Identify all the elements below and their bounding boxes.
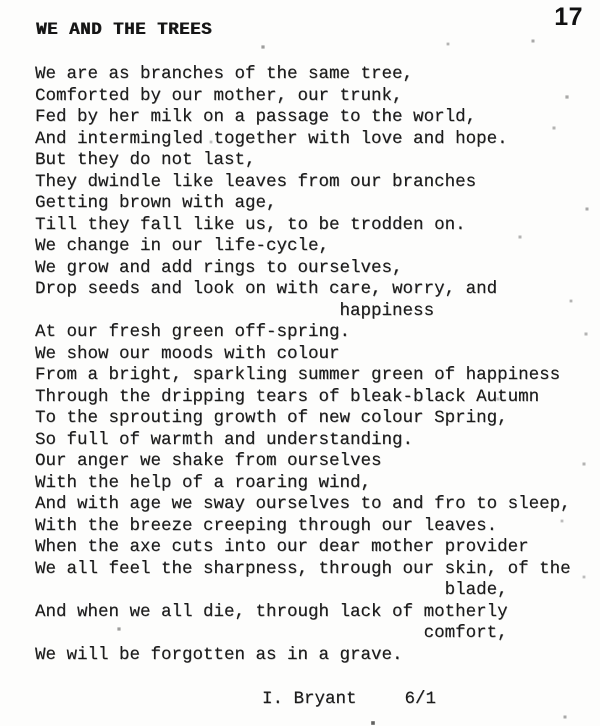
poem-line: Our anger we shake from ourselves (35, 451, 382, 471)
poem-code: 6/1 (404, 689, 437, 709)
poem-line: So full of warmth and understanding. (35, 429, 414, 450)
poem-line: We all feel the sharpness, through our skin, of the (35, 558, 571, 579)
poem-line: When the axe cuts into our dear mother provider (35, 537, 529, 557)
poem-line: At our fresh green off-spring. (35, 322, 351, 342)
poem-line: happiness (35, 300, 435, 321)
poem-line: Getting brown with age, (35, 193, 277, 213)
poem-line: We will be forgotten as in a grave. (35, 644, 403, 665)
poem-line: Till they fall like us, to be trodden on. (35, 214, 466, 235)
poem-line: We show our moods with colour (35, 343, 340, 364)
poem-line: blade, (35, 580, 508, 600)
poem-line: From a bright, sparkling summer green of happiness (35, 365, 561, 385)
poem-line: But they do not last, (35, 150, 256, 170)
poem-line: Fed by her milk on a passage to the world, (35, 107, 477, 127)
poem-body (0, 64, 600, 666)
poem-line: Through the dripping tears of bleak-black Autumn (35, 386, 540, 407)
page-number: 17 (554, 3, 583, 31)
poem-line: With the breeze creeping through our leaves. (35, 515, 498, 536)
poem-line: And intermingled together with love and hope. (35, 128, 508, 149)
poem-line: With the help of a roaring wind, (35, 472, 372, 493)
poem-line: And with age we sway ourselves to and fro to sleep, (35, 494, 571, 514)
poem-line: They dwindle like leaves from our branches (35, 171, 477, 192)
poem-line: We are as branches of the same tree, (35, 64, 414, 84)
poem-line: And when we all die, through lack of motherly (35, 601, 508, 622)
poem-line: To the sprouting growth of new colour Spring, (35, 408, 508, 428)
poem-line: comfort, (35, 623, 508, 643)
author-name: I. Bryant (262, 689, 357, 709)
poem-title: WE AND THE TREES (36, 20, 213, 40)
poem-line: Drop seeds and look on with care, worry, and (35, 279, 498, 299)
signature-line (0, 689, 600, 711)
poem-line: Comforted by our mother, our trunk, (35, 85, 403, 106)
poem-line: We grow and add rings to ourselves, (35, 257, 403, 278)
poem-line: We change in our life-cycle, (35, 236, 330, 256)
